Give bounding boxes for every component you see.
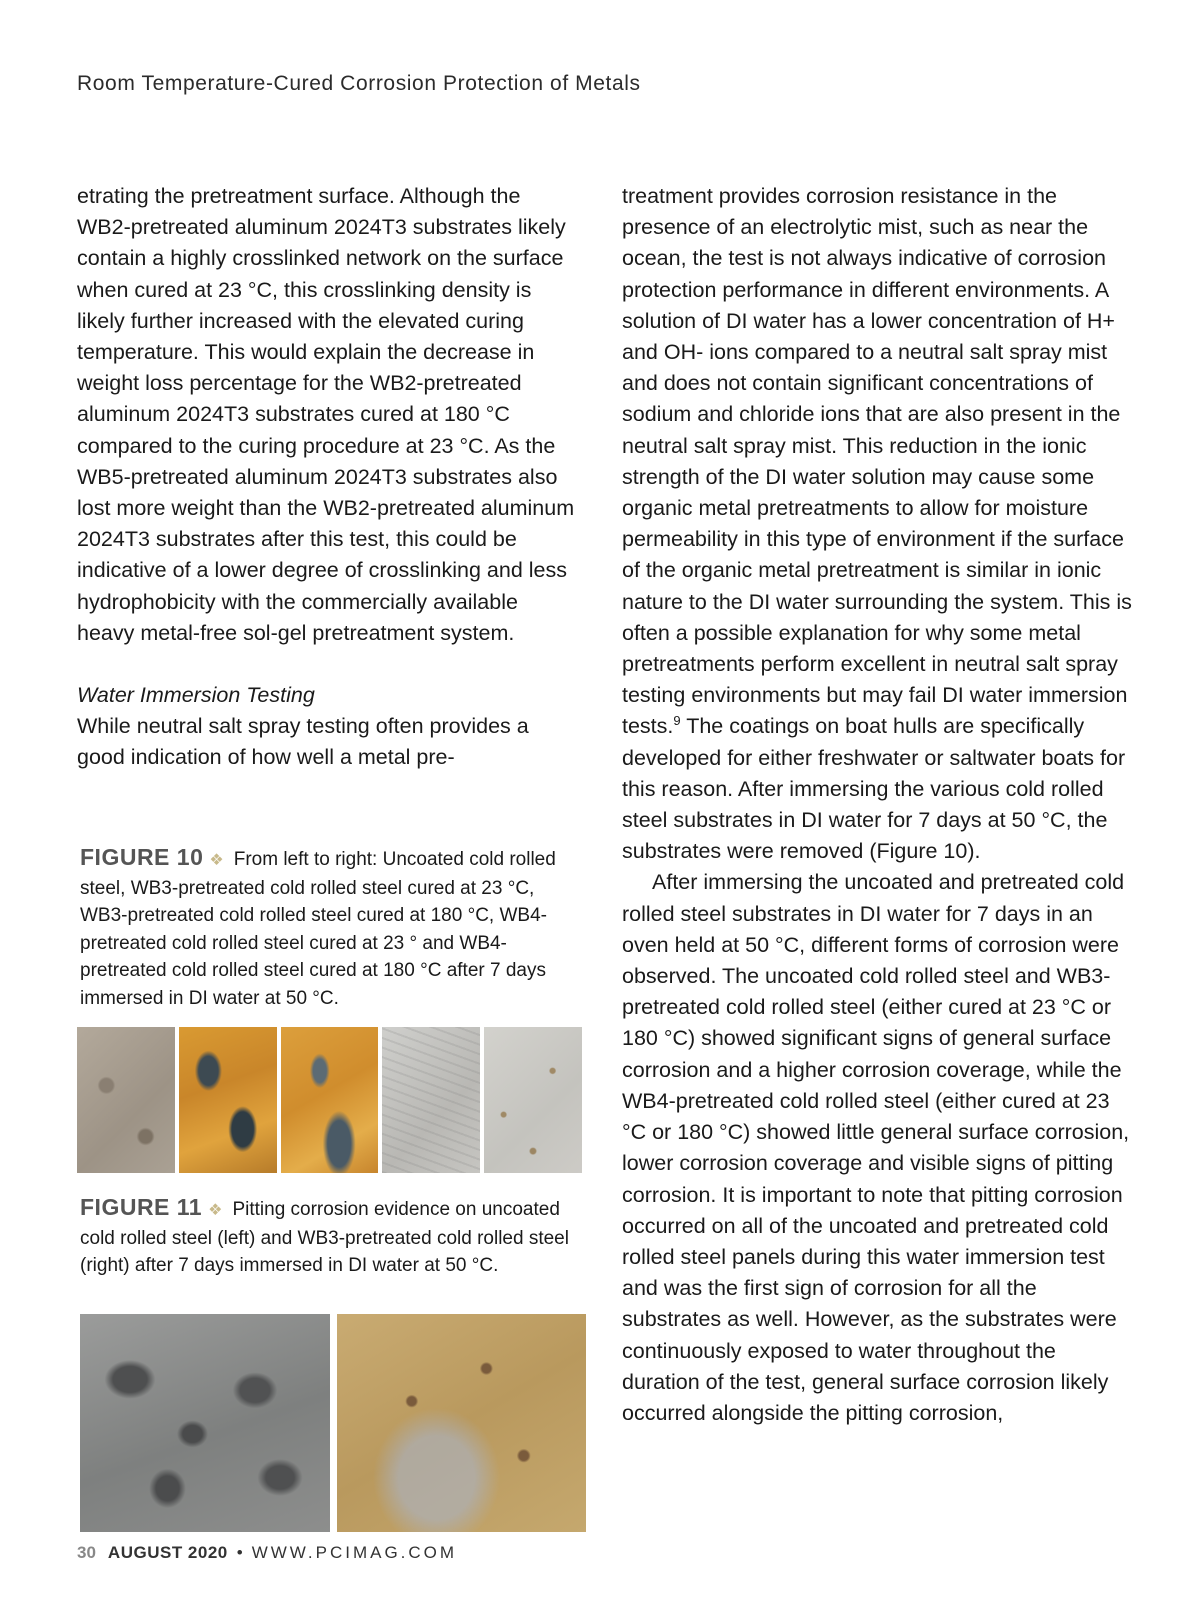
reference-superscript: 9 bbox=[673, 713, 681, 729]
pitting-uncoated-steel-image bbox=[80, 1314, 330, 1532]
figure-11-image-pair bbox=[80, 1314, 586, 1532]
footer-separator: • bbox=[236, 1543, 243, 1562]
figure-label: FIGURE 10 bbox=[80, 844, 204, 870]
body-paragraph: While neutral salt spray testing often provides a good indication of how well a metal pre- bbox=[77, 714, 529, 770]
left-column bbox=[77, 181, 577, 774]
figure-10-caption bbox=[80, 844, 572, 1012]
body-paragraph bbox=[622, 181, 1134, 867]
diamond-bullet-icon: ❖ bbox=[208, 1202, 223, 1219]
pitting-wb3-steel-image bbox=[337, 1314, 587, 1532]
page-number: 30 bbox=[77, 1543, 96, 1562]
right-column bbox=[622, 181, 1134, 1429]
body-paragraph: etrating the pretreatment surface. Although the WB2-pretreated aluminum 2024T3 substrates likely contain a highly crosslinked network on the surface when cured at 23 °C, this crosslinking density is likely further increased with the elevated curing temperature. This would explain the decrease in weight loss percentage for the WB2-pretreated aluminum 2024T3 substrates cured at 180 °C compared to the curing procedure at 23 °C. As the WB5-pretreated aluminum 2024T3 substrates also lost more weight than the WB2-pretreated aluminum 2024T3 substrates after this test, this could be indicative of a lower degree of crosslinking and less hydrophobicity with the commercially available heavy metal-free sol-gel pretreatment system. bbox=[77, 184, 575, 645]
figure-10-image-strip bbox=[77, 1027, 582, 1173]
diamond-bullet-icon: ❖ bbox=[209, 852, 224, 869]
panel-uncoated-steel-image bbox=[77, 1027, 175, 1173]
paragraph-text: treatment provides corrosion resistance in the presence of an electrolytic mist, such as near the ocean, the test is not always indicative of corrosion protection performance in different environments. A solution of DI water has a lower concentration of H+ and OH- ions compared to a neutral salt spray mist and does not contain significant concentrations of sodium and chloride ions that are also present in the neutral salt spray mist. This reduction in the ionic strength of the DI water solution may cause some organic metal pretreatments to allow for moisture permeability in this type of environment if the surface of the organic metal pretreatment is similar in ionic nature to the DI water surrounding the system. This is often a possible explanation for why some metal pretreatments perform excellent in neutral salt spray testing environments but may fail DI water immersion tests. bbox=[622, 184, 1132, 739]
panel-wb3-180c-image bbox=[281, 1027, 379, 1173]
website-link[interactable]: WWW.PCIMAG.COM bbox=[251, 1543, 458, 1562]
figure-caption-text: Pitting corrosion evidence on uncoated cold rolled steel (left) and WB3-pretreated cold rolled steel (right) after 7 days immersed in DI water at 50 °C. bbox=[80, 1199, 569, 1276]
figure-label: FIGURE 11 bbox=[80, 1194, 203, 1220]
panel-wb4-23c-image bbox=[382, 1027, 480, 1173]
paragraph-text: The coatings on boat hulls are specifically developed for either freshwater or saltwater boats for this reason. After immersing the various cold rolled steel substrates in DI water for 7 days at 50 °C, the substrates were removed (Figure 10). bbox=[622, 714, 1126, 864]
body-paragraph: After immersing the uncoated and pretreated cold rolled steel substrates in DI water for 7 days in an oven held at 50 °C, different forms of corrosion were observed. The uncoated cold rolled steel and WB3-pretreated cold rolled steel (either cured at 23 °C or 180 °C) showed significant signs of general surface corrosion and a higher corrosion coverage, while the WB4-pretreated cold rolled steel (either cured at 23 °C or 180 °C) showed little general surface corrosion, lower corrosion coverage and visible signs of pitting corrosion. It is important to note that pitting corrosion occurred on all of the uncoated and pretreated cold rolled steel panels during this water immersion test and was the first sign of corrosion for all the substrates as well. However, as the substrates were continuously exposed to water throughout the duration of the test, general surface corrosion likely occurred alongside the pitting corrosion, bbox=[622, 870, 1130, 1425]
figure-11-caption bbox=[80, 1194, 572, 1280]
panel-wb4-180c-image bbox=[484, 1027, 582, 1173]
section-subheading: Water Immersion Testing bbox=[77, 683, 315, 708]
panel-wb3-23c-image bbox=[179, 1027, 277, 1173]
page-footer bbox=[77, 1543, 457, 1563]
figure-caption-text: From left to right: Uncoated cold rolled steel, WB3-pretreated cold rolled steel cured at 23 °C, WB3-pretreated cold rolled steel cured at 180 °C, WB4-pretreated cold rolled steel cured at 23 ° and WB4-pretreated cold rolled steel cured at 180 °C after 7 days immersed in DI water at 50 °C. bbox=[80, 849, 556, 1009]
running-title: Room Temperature-Cured Corrosion Protection of Metals bbox=[77, 72, 641, 95]
issue-date: AUGUST 2020 bbox=[107, 1543, 228, 1562]
